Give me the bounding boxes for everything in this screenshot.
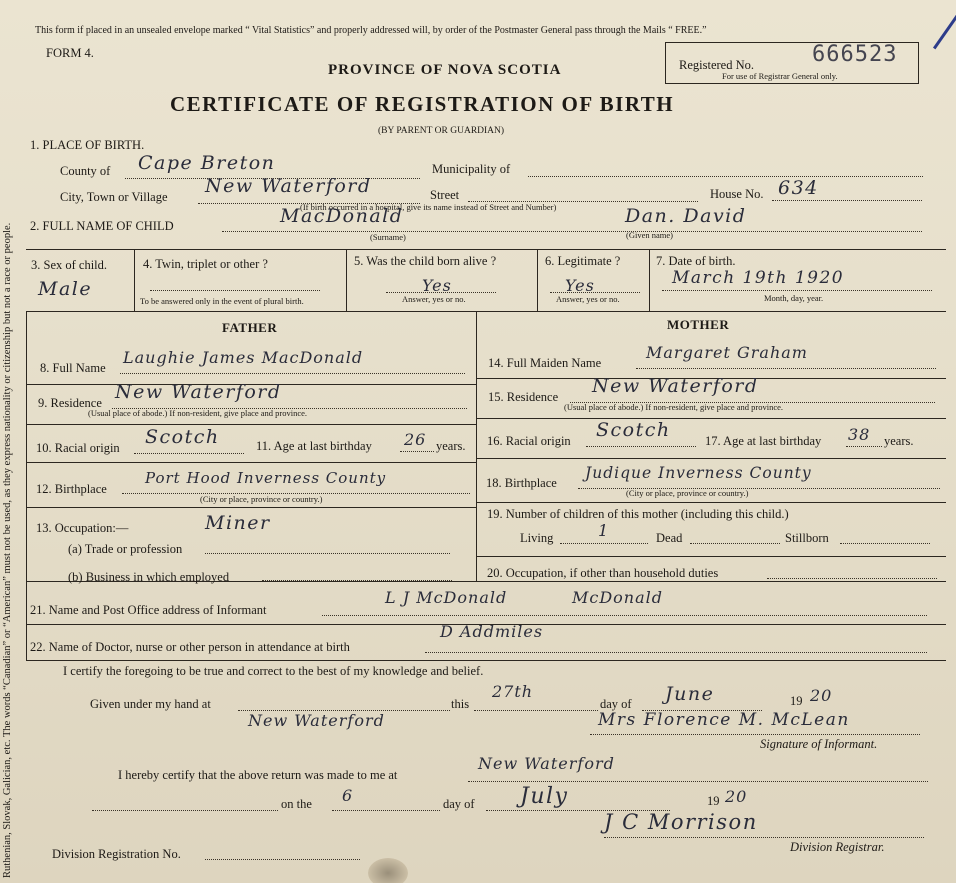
- father-residence-note: (Usual place of abode.) If non-resident, give place and province.: [88, 408, 308, 418]
- subtitle: (BY PARENT OR GUARDIAN): [378, 126, 505, 136]
- street-label: Street: [430, 188, 460, 202]
- date-note: Month, day, year.: [764, 293, 824, 303]
- signature-caption: Signature of Informant.: [760, 737, 878, 751]
- mother-name-value: Margaret Graham: [646, 343, 808, 362]
- children-count-label: 19. Number of children of this mother (including this child.): [487, 507, 789, 521]
- father-racial-label: 10. Racial origin: [36, 441, 120, 455]
- mother-years: years.: [884, 434, 914, 448]
- legitimate-note: Answer, yes or no.: [556, 294, 620, 304]
- father-age-value: 26: [404, 430, 427, 449]
- legitimate-value: Yes: [565, 276, 595, 295]
- mother-birthplace-note: (City or place, province or country.): [626, 488, 749, 498]
- registrar-day: 6: [342, 786, 354, 805]
- father-residence-value: New Waterford: [115, 381, 282, 403]
- date-value: March 19th 1920: [672, 268, 845, 288]
- given-place-value: New Waterford: [248, 711, 385, 730]
- registrar-year-prefix: 19: [707, 794, 720, 808]
- father-age-label: 11. Age at last birthday: [256, 439, 372, 453]
- father-birthplace-note: (City or place, province or country.): [200, 494, 323, 504]
- father-birthplace-value: Port Hood Inverness County: [145, 469, 387, 487]
- county-label: County of: [60, 164, 111, 178]
- living-value: 1: [598, 521, 610, 540]
- municipality-label: Municipality of: [432, 162, 511, 176]
- father-birthplace-label: 12. Birthplace: [36, 482, 107, 496]
- father-racial-value: Scotch: [145, 426, 220, 448]
- on-the-label: on the: [281, 797, 312, 811]
- mother-residence-value: New Waterford: [592, 375, 759, 397]
- mother-residence-note: (Usual place of abode.) If non-resident, give place and province.: [564, 402, 784, 412]
- city-label: City, Town or Village: [60, 190, 168, 204]
- house-value: 634: [778, 177, 819, 199]
- child-given-name: Dan. David: [625, 205, 747, 227]
- mother-age-label: 17. Age at last birthday: [705, 434, 822, 448]
- form-number: FORM 4.: [46, 46, 94, 60]
- child-surname: MacDonald: [280, 205, 404, 227]
- certify-day-of-label: day of: [600, 697, 632, 711]
- mother-age-value: 38: [848, 425, 871, 444]
- sex-value: Male: [38, 278, 93, 300]
- this-label: this: [451, 697, 470, 711]
- registrar-note: For use of Registrar General only.: [722, 71, 838, 81]
- mother-heading: MOTHER: [667, 317, 730, 332]
- surname-caption: (Surname): [370, 232, 406, 242]
- certify-year-prefix: 19: [790, 694, 803, 708]
- certify-day: 27th: [492, 682, 534, 701]
- division-registration-label: Division Registration No.: [52, 847, 181, 861]
- father-years: years.: [436, 439, 466, 453]
- given-caption: (Given name): [626, 230, 673, 240]
- father-residence-label: 9. Residence: [38, 396, 102, 410]
- twin-label: 4. Twin, triplet or other ?: [143, 257, 268, 271]
- father-heading: FATHER: [222, 320, 278, 335]
- certify-statement: I certify the foregoing to be true and correct to the best of my knowledge and belief.: [63, 664, 484, 678]
- father-name-value: Laughie James MacDonald: [123, 348, 364, 367]
- father-name-label: 8. Full Name: [40, 361, 106, 375]
- city-value: New Waterford: [205, 175, 372, 197]
- registrar-caption: Division Registrar.: [790, 840, 885, 854]
- trade-label: (a) Trade or profession: [68, 542, 183, 556]
- mother-residence-label: 15. Residence: [488, 390, 559, 404]
- legitimate-label: 6. Legitimate ?: [545, 254, 621, 268]
- mother-name-label: 14. Full Maiden Name: [488, 356, 602, 370]
- informant-signature: Mrs Florence M. McLean: [598, 710, 850, 730]
- business-label: (b) Business in which employed: [68, 570, 230, 584]
- alive-value: Yes: [422, 276, 452, 295]
- child-name-label: 2. FULL NAME OF CHILD: [30, 219, 174, 233]
- registrar-day-of-label: day of: [443, 797, 475, 811]
- mother-birthplace-value: Judique Inverness County: [585, 464, 812, 482]
- registrar-place: New Waterford: [478, 754, 615, 773]
- certify-month: June: [665, 683, 715, 705]
- twin-note: To be answered only in the event of plural birth.: [140, 296, 304, 306]
- paper-stain: [368, 858, 408, 883]
- given-under-label: Given under my hand at: [90, 697, 211, 711]
- registered-label: Registered No.: [679, 58, 754, 72]
- sex-label: 3. Sex of child.: [31, 258, 108, 272]
- province-heading: PROVINCE OF NOVA SCOTIA: [328, 62, 562, 78]
- registrar-year: 20: [725, 787, 748, 806]
- place-of-birth-label: 1. PLACE OF BIRTH.: [30, 138, 145, 152]
- registrar-month: July: [520, 784, 569, 809]
- certify-year: 20: [810, 686, 833, 705]
- registered-number: 666523: [812, 42, 898, 67]
- mother-occupation-label: 20. Occupation, if other than household duties: [487, 566, 719, 580]
- mother-racial-value: Scotch: [596, 419, 671, 441]
- mailing-notice: This form if placed in an unsealed envelope marked “ Vital Statistics” and properly addressed will, by order of the Postmaster General pass through the Mails “ FREE.”: [35, 25, 707, 36]
- informant-value: L J McDonald: [385, 588, 508, 607]
- mother-birthplace-label: 18. Birthplace: [486, 476, 557, 490]
- alive-note: Answer, yes or no.: [402, 294, 466, 304]
- county-value: Cape Breton: [138, 152, 276, 174]
- stillborn-label: Stillborn: [785, 531, 829, 545]
- side-note: Ruthenian, Slovak, Galician, etc. The words “Canadian” or “American” must not be used, as they express nationality or citizenship but not a race or people.: [2, 222, 13, 878]
- informant-address: McDonald: [572, 588, 664, 607]
- dead-label: Dead: [656, 531, 683, 545]
- attendant-label: 22. Name of Doctor, nurse or other person in attendance at birth: [30, 640, 350, 654]
- hospital-note: (If birth occurred in a hospital, give its name instead of Street and Number): [300, 202, 557, 212]
- informant-label: 21. Name and Post Office address of Informant: [30, 603, 267, 617]
- house-label: House No.: [710, 187, 764, 201]
- page-title: CERTIFICATE OF REGISTRATION OF BIRTH: [170, 92, 675, 116]
- date-label: 7. Date of birth.: [656, 254, 736, 268]
- attendant-value: D Addmiles: [440, 622, 544, 641]
- father-occupation-label: 13. Occupation:—: [36, 521, 129, 535]
- father-occupation-value: Miner: [205, 512, 271, 534]
- mother-racial-label: 16. Racial origin: [487, 434, 571, 448]
- registrar-statement: I hereby certify that the above return was made to me at: [118, 768, 398, 782]
- living-label: Living: [520, 531, 554, 545]
- alive-label: 5. Was the child born alive ?: [354, 254, 497, 268]
- registrar-signature: J C Morrison: [604, 810, 758, 834]
